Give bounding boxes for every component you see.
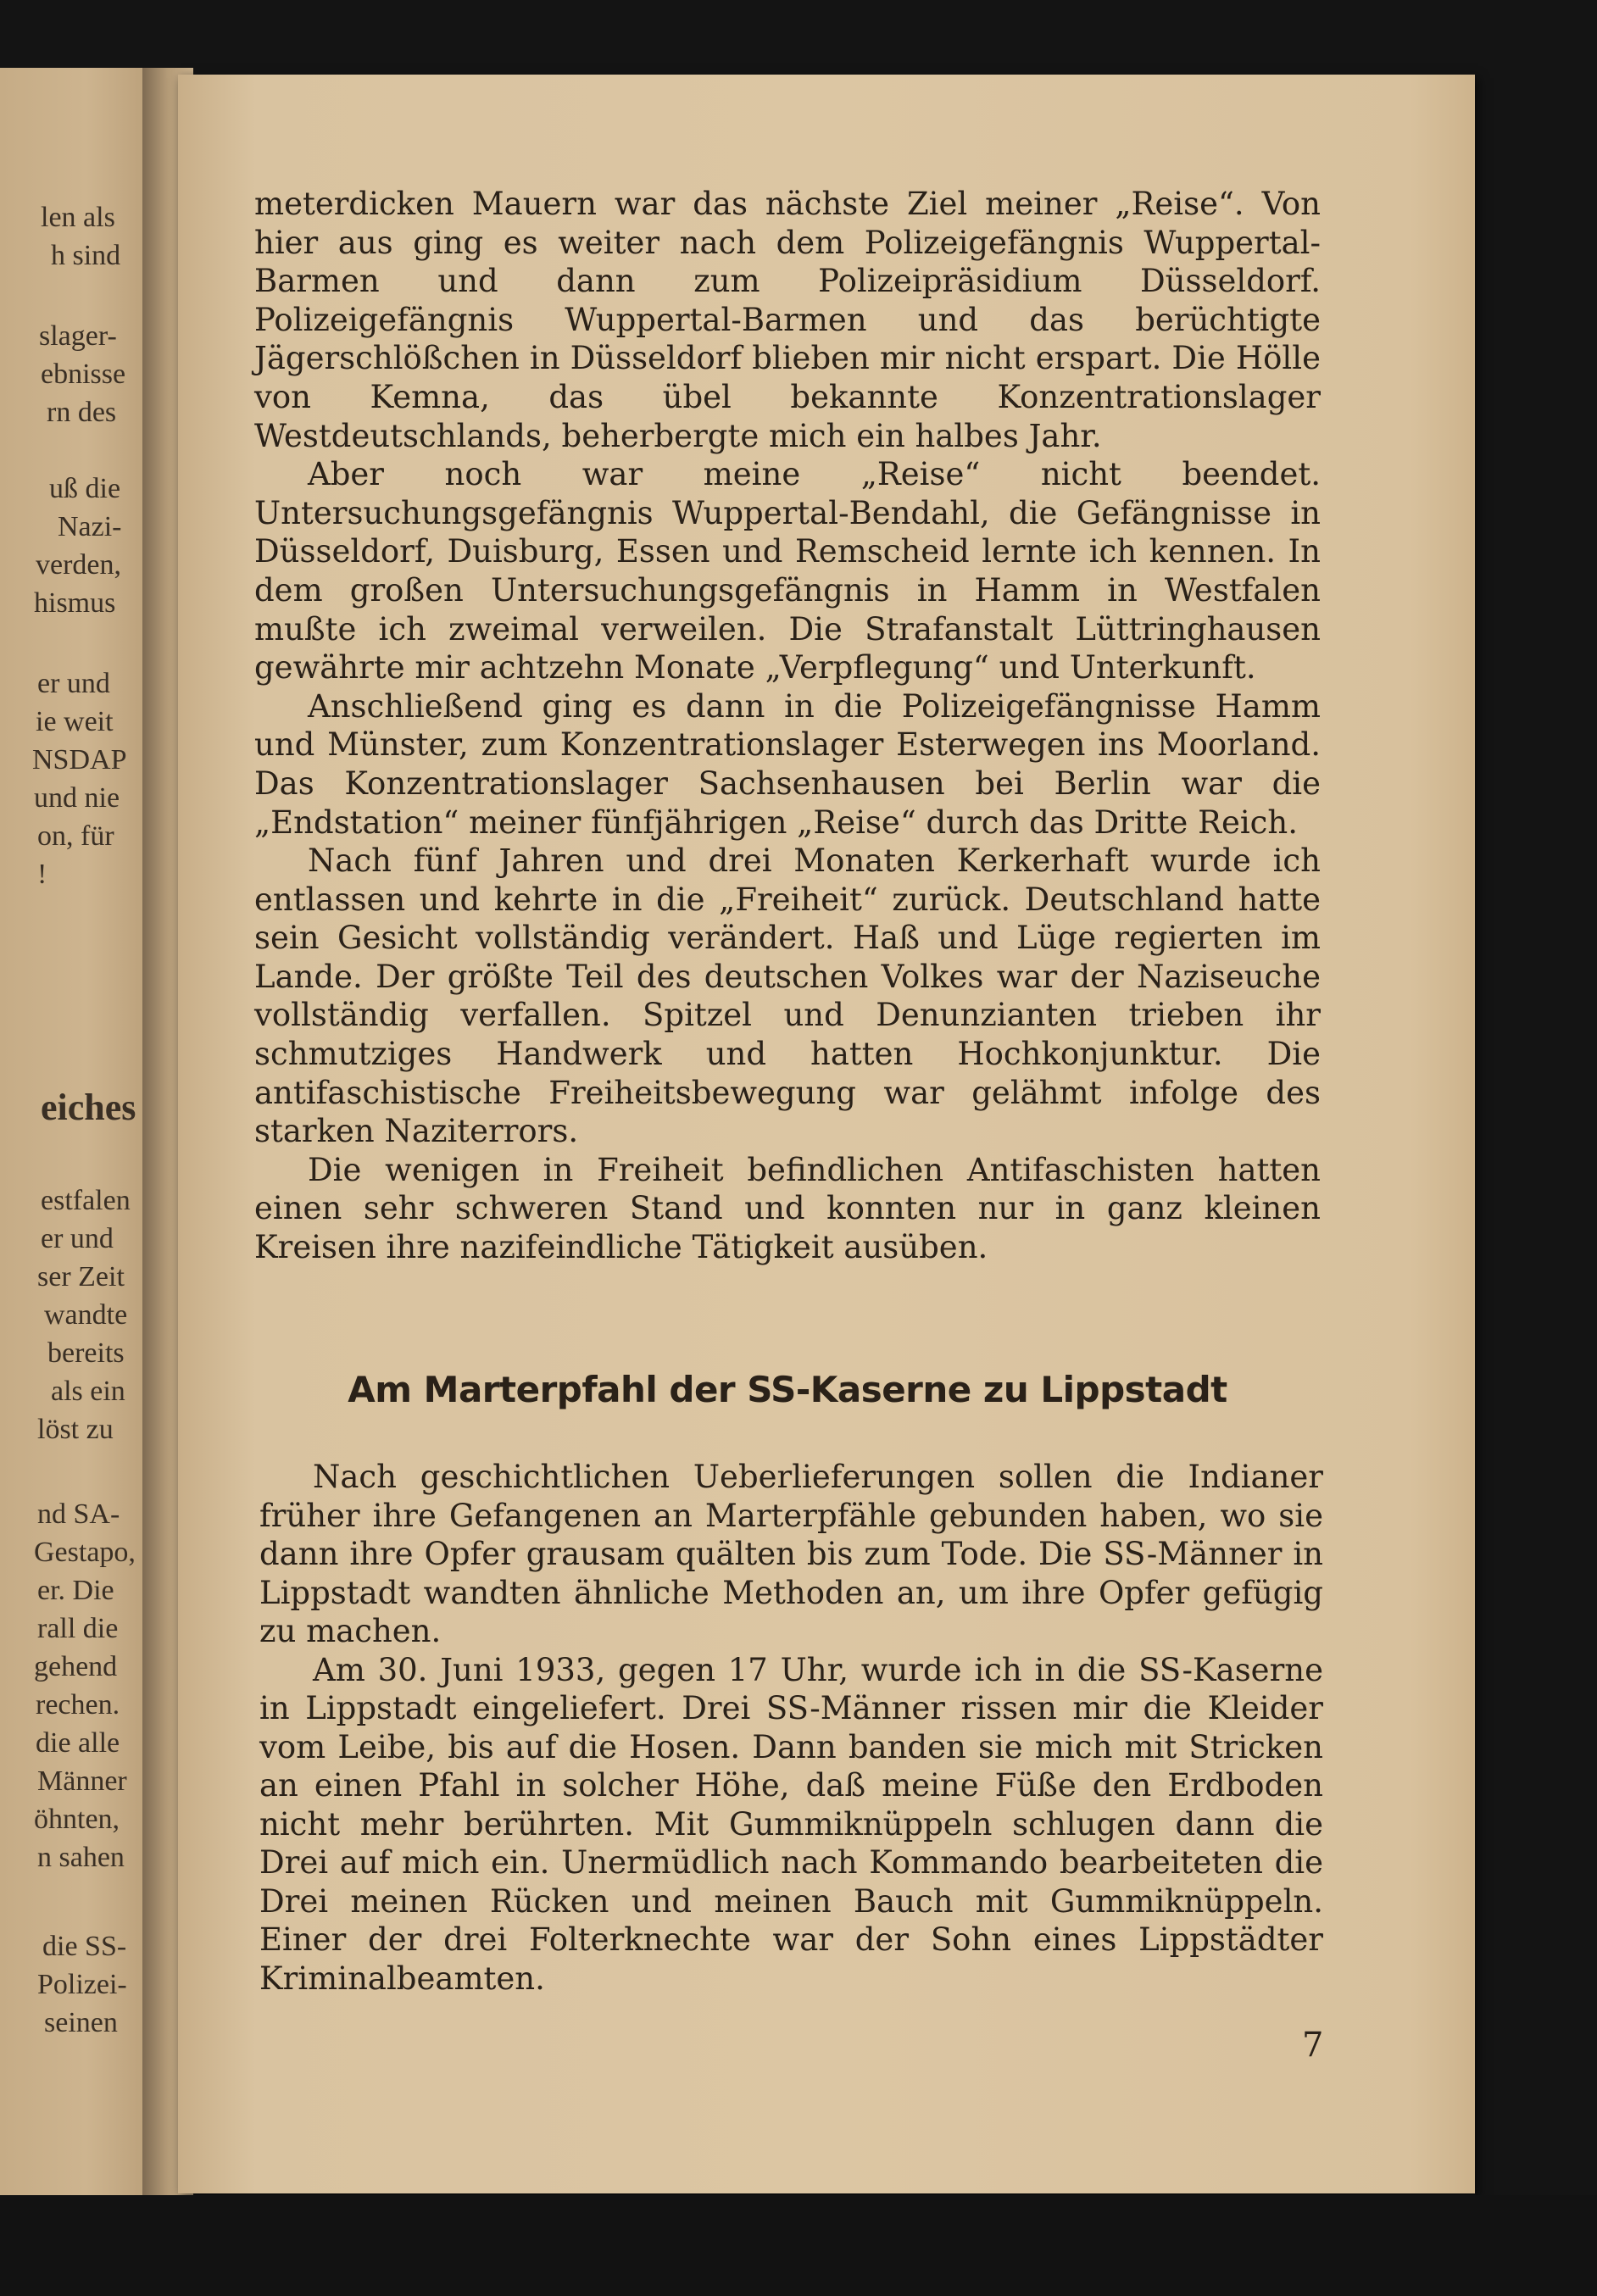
left-fragment: NSDAP [32,744,127,776]
paragraph: Anschließend ging es dann in die Polizeigefängnisse Hamm und Münster, zum Konzentrationslager Esterwegen ins Moorland. Das Konzentrationslager Sachsenhausen bei Berlin war die „Endstation“ meiner fünfjährigen „Reise“ durch das Dritte Reich. [254,687,1321,841]
left-fragment: h sind [51,240,121,271]
left-fragment: gehend [34,1651,118,1682]
left-fragment: Gestapo, [34,1537,136,1568]
left-fragment: er und [37,668,110,699]
left-fragment: Polizei- [37,1969,127,2000]
scan-background [0,2195,1597,2296]
paragraph: Nach fünf Jahren und drei Monaten Kerkerhaft wurde ich entlassen und kehrte in die „Freiheit“ zurück. Deutschland hatte sein Gesicht vollständig verändert. Haß und Lüge regierten im Lande. Der größte Teil des deutschen Volkes war der Naziseuche vollständig verfallen. Spitzel und Denunzianten trieben ihr schmutziges Handwerk und hatten Hochkonjunktur. Die antifaschistische Freiheitsbewegung war gelähmt infolge des starken Naziterrors. [254,842,1321,1150]
left-fragment: ser Zeit [37,1261,125,1293]
left-fragment: rn des [47,397,117,428]
left-fragment: verden, [36,549,122,581]
section-heading: Am Marterpfahl der SS-Kaserne zu Lippstadt [348,1369,1227,1410]
left-fragment: löst zu [37,1414,114,1445]
left-fragment: rall die [37,1613,119,1644]
left-fragment: bereits [47,1337,125,1369]
page-number: 7 [1302,2026,1324,2065]
section-body [259,1458,1323,1998]
paragraph: Die wenigen in Freiheit befindlichen Antifaschisten hatten einen sehr schweren Stand und konnten nur in ganz kleinen Kreisen ihre nazifeindliche Tätigkeit ausüben. [254,1151,1321,1266]
left-fragment: die alle [36,1727,120,1759]
left-fragment: öhnten, [34,1804,120,1835]
left-fragment-heading: eiches [41,1087,136,1128]
left-fragment: ebnisse [41,359,126,390]
left-fragment: nd SA- [37,1498,120,1530]
left-fragment: seinen [44,2007,118,2038]
section-body [254,185,1321,1267]
left-fragment: und nie [34,782,120,814]
left-fragment: wandte [44,1299,128,1331]
left-fragment: er. Die [37,1575,114,1606]
left-fragment: Männer [37,1765,127,1797]
left-fragment: als ein [51,1376,125,1407]
left-fragment: er und [41,1223,114,1254]
paragraph: meterdicken Mauern war das nächste Ziel meiner „Reise“. Von hier aus ging es weiter nach dem Polizeigefängnis Wuppertal-Barmen und dann zum Polizeipräsidium Düsseldorf. Polizeigefängnis Wuppertal-Barmen und das berüchtigte Jägerschlößchen in Düsseldorf blieben mir nicht erspart. Die Hölle von Kemna, das übel bekannte Konzentrationslager Westdeutschlands, beherbergte mich ein halbes Jahr. [254,186,1321,454]
left-fragment: on, für [37,820,114,852]
left-fragment: hismus [34,587,116,619]
paragraph: Aber noch war meine „Reise“ nicht beendet. Untersuchungsgefängnis Wuppertal-Bendahl, die Gefängnisse in Düsseldorf, Duisburg, Essen und Remscheid lernte ich kennen. In dem großen Untersuchungsgefängnis in Hamm in Westfalen mußte ich zweimal verweilen. Die Strafanstalt Lüttringhausen gewährte mir achtzehn Monate „Verpflegung“ und Unterkunft. [254,456,1321,687]
left-fragment: die SS- [42,1931,127,1962]
left-fragment: n sahen [37,1842,125,1873]
paragraph: Am 30. Juni 1933, gegen 17 Uhr, wurde ich in die SS-Kaserne in Lippstadt eingeliefert. Drei SS-Männer rissen mir die Kleider vom Leibe, bis auf die Hosen. Dann banden sie mich mit Stricken an einen Pfahl in solcher Höhe, daß meine Füße den Erdboden nicht mehr berührten. Mit Gummiknüppeln schlugen dann die Drei auf mich ein. Unermüdlich nach Kommando bearbeiteten die Drei meinen Rücken und meinen Bauch mit Gummiknüppeln. Einer der drei Folterknechte war der Sohn eines Lippstädter Kriminalbeamten. [259,1651,1323,1997]
paragraph: Nach geschichtlichen Ueberlieferungen sollen die Indianer früher ihre Gefangenen an Marterpfähle gebunden haben, wo sie dann ihre Opfer grausam quälten bis zum Tode. Die SS-Männer in Lippstadt wandten ähnliche Methoden an, um ihre Opfer gefügig zu machen. [259,1459,1323,1649]
left-fragment: estfalen [41,1185,131,1216]
left-page-fragment [0,68,157,2204]
left-fragment: ie weit [36,706,114,737]
left-fragment: ! [37,859,47,890]
left-fragment: Nazi- [58,511,122,542]
left-fragment: slager- [39,320,117,352]
left-fragment: len als [41,202,115,233]
left-fragment: rechen. [36,1689,120,1721]
left-fragment: uß die [49,473,121,504]
